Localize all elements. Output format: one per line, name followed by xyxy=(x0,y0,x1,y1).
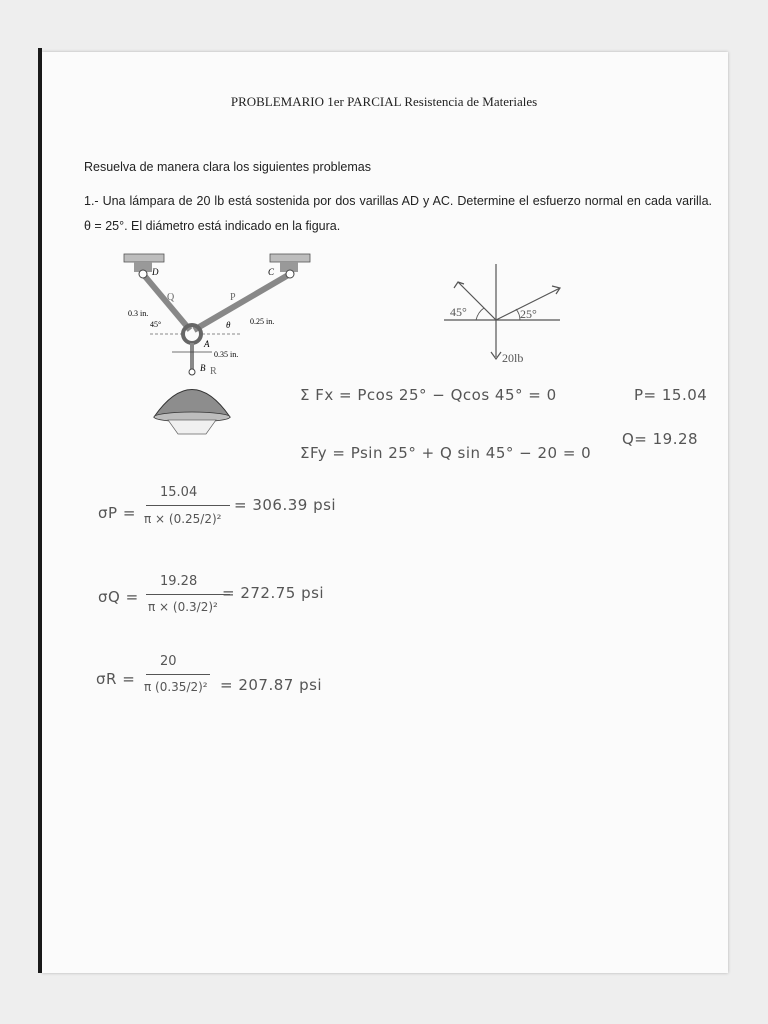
label-dia-ab: 0.35 in. xyxy=(214,350,239,359)
sigma-q-fraction-bar xyxy=(146,594,230,595)
sigma-r-numerator: 20 xyxy=(160,654,177,669)
sigma-q-result: = 272.75 psi xyxy=(222,584,325,602)
sigma-p-label: σP = xyxy=(98,504,136,522)
label-theta: θ xyxy=(226,320,231,330)
fbd-angle-right: 25° xyxy=(520,307,537,321)
sigma-p-fraction-bar xyxy=(146,505,230,506)
label-c: C xyxy=(268,267,275,277)
sigma-p-result: = 306.39 psi xyxy=(234,496,337,514)
mount-d xyxy=(124,254,164,262)
rod-ac xyxy=(194,274,290,330)
sigma-r-result: = 207.87 psi xyxy=(220,676,323,694)
label-b: B xyxy=(200,363,206,373)
free-body-diagram xyxy=(440,262,580,372)
label-dia-ac: 0.25 in. xyxy=(250,317,275,326)
hand-label-p: P xyxy=(230,292,236,303)
sum-fy-equation: ΣFy = Psin 25° + Q sin 45° − 20 = 0 xyxy=(300,444,592,462)
sigma-q-denominator: π × (0.3/2)² xyxy=(148,600,218,614)
p-result: P= 15.04 xyxy=(634,386,708,404)
label-a: A xyxy=(204,339,210,349)
sigma-q-label: σQ = xyxy=(98,588,139,606)
fbd-angle-left: 45° xyxy=(450,305,467,319)
sigma-r-denominator: π (0.35/2)² xyxy=(144,680,208,694)
hand-label-q: Q xyxy=(167,292,175,303)
problem-statement: 1.- Una lámpara de 20 lb está sostenida por dos varillas AD y AC. Determine el esfuerzo normal en cada varilla. θ = 25°. El diámetro está indicado en la figura. xyxy=(84,194,712,233)
mount-c xyxy=(270,254,310,262)
sigma-p-denominator: π × (0.25/2)² xyxy=(144,512,222,526)
label-angle-left: 45° xyxy=(150,320,162,329)
sum-fx-equation: Σ Fx = Pcos 25° − Qcos 45° = 0 xyxy=(300,386,557,404)
page-title: PROBLEMARIO 1er PARCIAL Resistencia de Materiales xyxy=(230,94,538,109)
lamp-figure xyxy=(110,252,330,442)
sigma-q-numerator: 19.28 xyxy=(160,574,198,589)
label-dia-ad: 0.3 in. xyxy=(128,309,149,318)
sigma-r-label: σR = xyxy=(96,670,136,688)
sigma-r-fraction-bar xyxy=(146,674,210,675)
label-d: D xyxy=(152,267,159,277)
fbd-load: 20lb xyxy=(502,351,524,365)
ring-a xyxy=(183,325,201,343)
instructions-text: Resuelva de manera clara los siguientes problemas xyxy=(84,160,371,174)
sigma-p-numerator: 15.04 xyxy=(160,485,198,500)
q-result: Q= 19.28 xyxy=(622,430,699,448)
hand-label-r: R xyxy=(210,366,217,377)
